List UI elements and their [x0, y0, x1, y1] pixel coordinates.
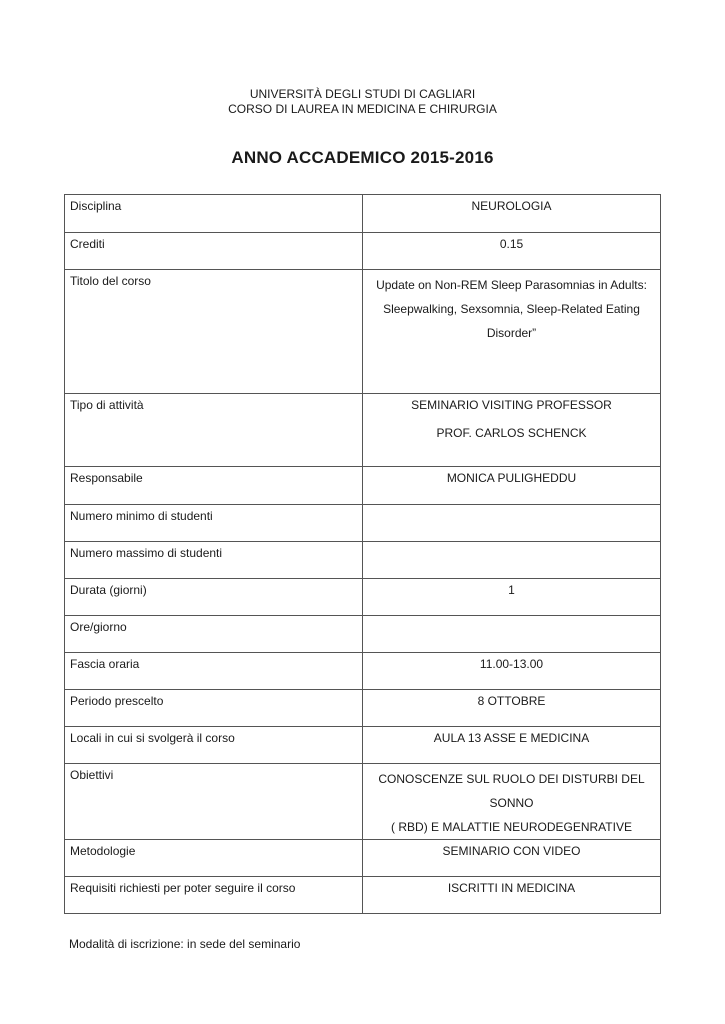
row-value	[363, 195, 661, 233]
value-line: 1	[508, 583, 515, 597]
value-line: SEMINARIO VISITING PROFESSOR	[411, 398, 612, 412]
value-line: Disorder”	[486, 326, 537, 340]
table-row	[65, 394, 661, 467]
table-row	[65, 195, 661, 233]
table-row	[65, 727, 661, 764]
value-line: NEUROLOGIA	[471, 199, 552, 213]
row-label: Fascia oraria	[65, 653, 363, 690]
value-line: ISCRITTI IN MEDICINA	[447, 881, 576, 895]
table-row	[65, 579, 661, 616]
row-value	[363, 727, 661, 764]
value-line: PROF. CARLOS SCHENCK	[436, 426, 587, 440]
row-label: Tipo di attività	[65, 394, 363, 467]
degree-course-name: CORSO DI LAUREA IN MEDICINA E CHIRURGIA	[228, 102, 497, 116]
row-label: Responsabile	[65, 467, 363, 505]
row-value	[363, 233, 661, 270]
table-row	[65, 616, 661, 653]
value-line: 0.15	[499, 237, 524, 251]
table-row	[65, 877, 661, 914]
row-value	[363, 270, 661, 394]
value-line: AULA 13 ASSE E MEDICINA	[433, 731, 590, 745]
row-label: Disciplina	[65, 195, 363, 233]
row-label: Numero minimo di studenti	[65, 505, 363, 542]
table-row	[65, 233, 661, 270]
row-label: Obiettivi	[65, 764, 363, 840]
enrollment-note: Modalità di iscrizione: in sede del seminario	[69, 937, 301, 951]
table-row	[65, 467, 661, 505]
row-value	[363, 840, 661, 877]
course-info-table	[64, 194, 661, 914]
value-line: 11.00-13.00	[479, 657, 544, 671]
value-line: SEMINARIO CON VIDEO	[442, 844, 581, 858]
row-value	[363, 579, 661, 616]
row-value	[363, 505, 661, 542]
table-row	[65, 505, 661, 542]
table-row	[65, 653, 661, 690]
table-row	[65, 764, 661, 840]
row-label: Durata (giorni)	[65, 579, 363, 616]
university-name: UNIVERSITÀ DEGLI STUDI DI CAGLIARI	[249, 87, 476, 101]
row-label: Numero massimo di studenti	[65, 542, 363, 579]
table-row	[65, 840, 661, 877]
row-label: Requisiti richiesti per poter seguire il corso	[65, 877, 363, 914]
row-label: Metodologie	[65, 840, 363, 877]
table-row	[65, 690, 661, 727]
row-value	[363, 467, 661, 505]
table-row	[65, 270, 661, 394]
row-label: Crediti	[65, 233, 363, 270]
row-value	[363, 764, 661, 840]
value-line: Sleepwalking, Sexsomnia, Sleep-Related Eating	[383, 302, 640, 316]
row-label: Titolo del corso	[65, 270, 363, 394]
row-value	[363, 542, 661, 579]
academic-year-title: ANNO ACCADEMICO 2015-2016	[231, 148, 494, 167]
row-value	[363, 394, 661, 467]
row-value	[363, 690, 661, 727]
value-line: ( RBD) E MALATTIE NEURODEGENRATIVE	[391, 820, 632, 834]
value-line: MONICA PULIGHEDDU	[446, 471, 577, 485]
row-value	[363, 653, 661, 690]
table-row	[65, 542, 661, 579]
row-value	[363, 616, 661, 653]
value-line: 8 OTTOBRE	[477, 694, 546, 708]
row-label: Locali in cui si svolgerà il corso	[65, 727, 363, 764]
row-value	[363, 877, 661, 914]
row-label: Ore/giorno	[65, 616, 363, 653]
value-line: Update on Non-REM Sleep Parasomnias in Adults:	[376, 278, 647, 292]
value-line: CONOSCENZE SUL RUOLO DEI DISTURBI DEL SONNO	[378, 772, 645, 810]
row-label: Periodo prescelto	[65, 690, 363, 727]
